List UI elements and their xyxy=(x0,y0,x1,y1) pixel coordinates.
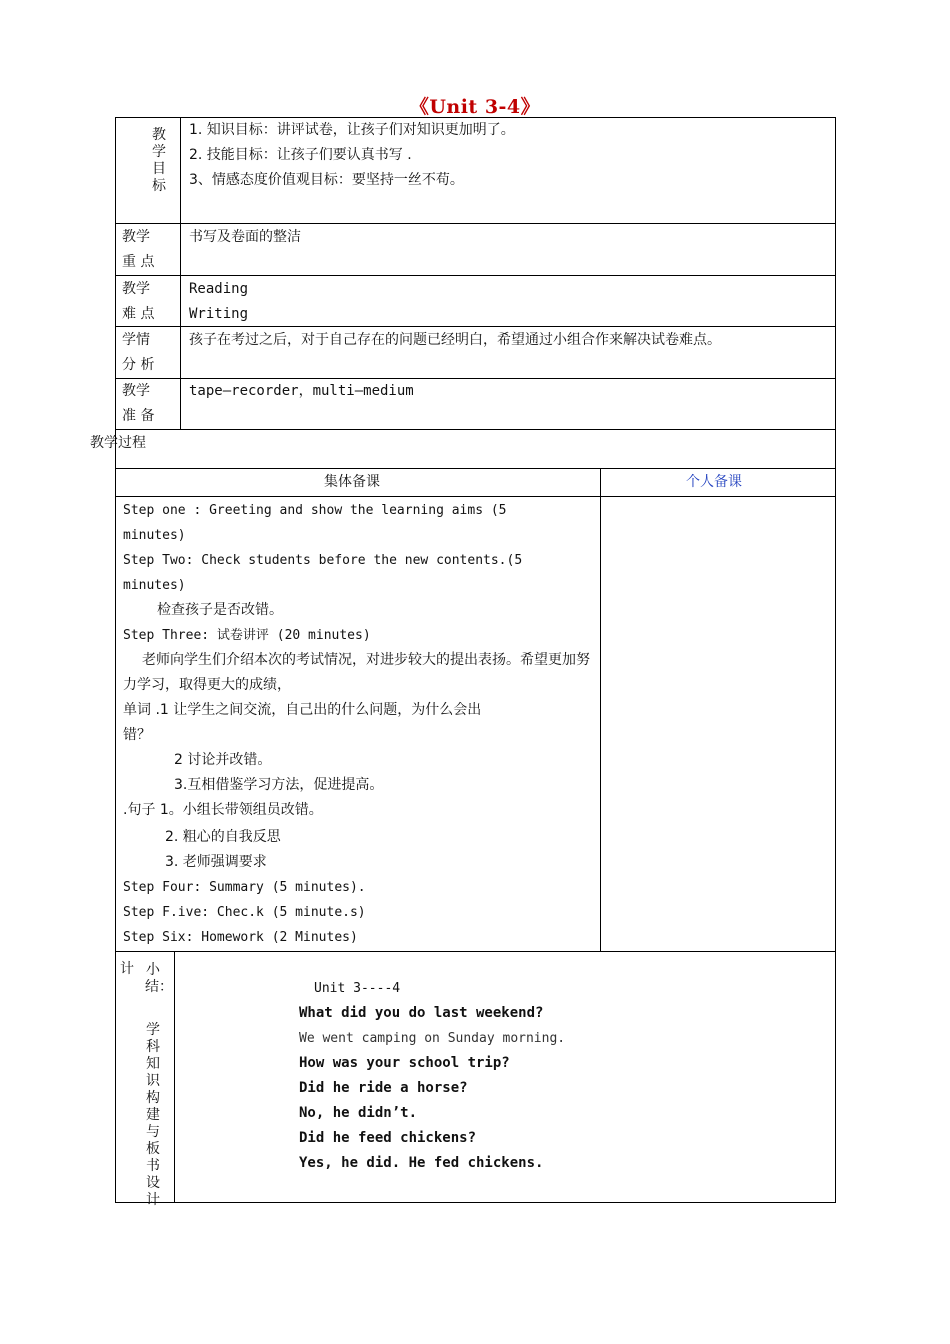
analysis-label-top: 学情 xyxy=(122,332,150,348)
preparation-content: tape—recorder，multi—medium xyxy=(189,383,414,399)
step-one-line-b: minutes) xyxy=(123,528,186,543)
step-three-line-b: 力学习，取得更大的成绩， xyxy=(123,677,291,693)
header-divider xyxy=(115,496,836,497)
key-points-label-bottom: 重 点 xyxy=(122,254,155,270)
difficulties-label-top: 教学 xyxy=(122,281,150,297)
difficulty-line-1: Reading xyxy=(189,281,249,297)
board-line-2: We went camping on Sunday morning. xyxy=(299,1031,566,1046)
board-line-1: What did you do last weekend? xyxy=(299,1005,544,1021)
step-three-line-a: 老师向学生们介绍本次的考试情况，对进步较大的提出表扬。希望更加努 xyxy=(142,652,590,668)
step-three-line-g: .句子 1。小组长带领组员改错。 xyxy=(123,802,323,818)
process-table-column-divider xyxy=(600,468,601,952)
analysis-label-bottom: 分 析 xyxy=(122,357,155,373)
step-three-line-c: 单词 .1 让学生之间交流，自己出的什么问题，为什么会出 xyxy=(123,702,482,718)
row-divider xyxy=(115,429,836,430)
step-three-line-i: 3. 老师强调要求 xyxy=(165,854,267,870)
step-six: Step Six: Homework (2 Minutes) xyxy=(123,930,358,945)
board-table-column-divider xyxy=(174,951,175,1203)
board-label-prefix: 计 xyxy=(120,961,134,977)
board-line-7: Yes, he did. He fed chickens. xyxy=(299,1155,544,1171)
step-three-line-e: 2 讨论并改错。 xyxy=(174,752,272,768)
row-divider xyxy=(115,223,836,224)
row-divider xyxy=(115,275,836,276)
collective-header: 集体备课 xyxy=(324,474,380,490)
goal-item-1: 1. 知识目标：讲评试卷，让孩子们对知识更加明了。 xyxy=(189,122,515,138)
analysis-content: 孩子在考过之后，对于自己存在的问题已经明白，希望通过小组合作来解决试卷难点。 xyxy=(189,332,721,348)
step-three-heading: Step Three: 试卷讲评 (20 minutes) xyxy=(123,628,371,643)
goals-label: 教学目标 xyxy=(152,127,166,194)
key-points-label-top: 教学 xyxy=(122,229,150,245)
board-unit-line: Unit 3----4 xyxy=(314,981,401,996)
board-line-4: Did he ride a horse? xyxy=(299,1080,468,1096)
step-two-line-b: minutes) xyxy=(123,578,186,593)
process-label: 教学过程 xyxy=(90,435,146,451)
preparation-label-top: 教学 xyxy=(122,383,150,399)
step-three-line-h: 2. 粗心的自我反思 xyxy=(165,829,281,845)
board-label-summary: 小结： xyxy=(145,962,173,995)
preparation-label-bottom: 准 备 xyxy=(122,408,155,424)
document-title: 《Unit 3-4》 xyxy=(409,96,541,118)
personal-header: 个人备课 xyxy=(686,474,742,490)
key-points-content: 书写及卷面的整洁 xyxy=(189,229,301,245)
board-line-3: How was your school trip? xyxy=(299,1055,510,1071)
step-two-note: 检查孩子是否改错。 xyxy=(157,602,283,618)
difficulty-line-2: Writing xyxy=(189,306,249,322)
goal-item-3: 3、情感态度价值观目标：要坚持一丝不苟。 xyxy=(189,172,464,188)
board-label-design: 学科知识构建与板书设计 xyxy=(146,1022,160,1208)
step-three-line-d: 错？ xyxy=(123,727,151,743)
step-five: Step F.ive: Chec.k (5 minute.s) xyxy=(123,905,366,920)
info-table-column-divider xyxy=(180,117,181,429)
step-three-line-f: 3.互相借鉴学习方法，促进提高。 xyxy=(174,777,384,793)
step-one-line-a: Step one : Greeting and show the learning aims (5 xyxy=(123,503,507,518)
board-line-6: Did he feed chickens? xyxy=(299,1130,477,1146)
step-four: Step Four: Summary (5 minutes). xyxy=(123,880,366,895)
step-two-line-a: Step Two: Check students before the new contents.(5 xyxy=(123,553,523,568)
board-line-5: No, he didn’t. xyxy=(299,1105,418,1121)
goal-item-2: 2. 技能目标：让孩子们要认真书写 . xyxy=(189,147,412,163)
difficulties-label-bottom: 难 点 xyxy=(122,306,155,322)
